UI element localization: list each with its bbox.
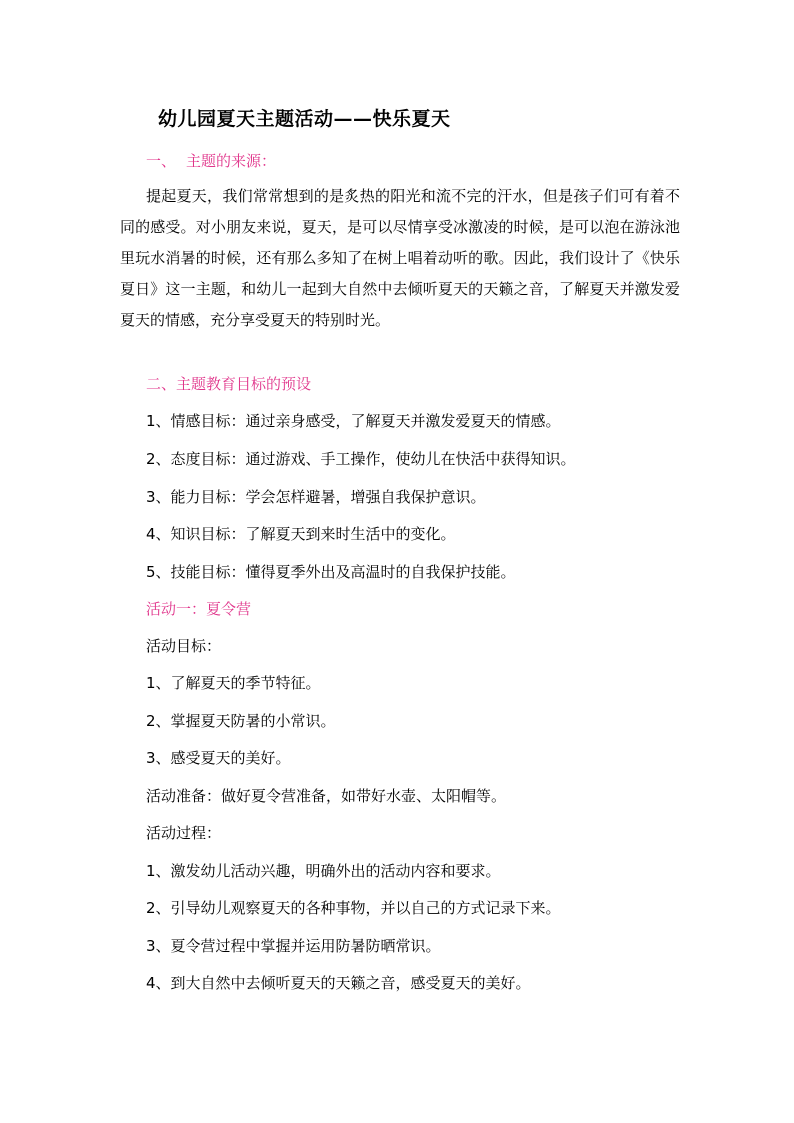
activity1-goal-3: 3、感受夏天的美好。	[146, 749, 291, 767]
activity1-goals-label: 活动目标：	[146, 637, 222, 655]
activity1-process-label: 活动过程：	[146, 824, 222, 842]
goal-item-5: 5、技能目标：懂得夏季外出及高温时的自我保护技能。	[146, 563, 516, 581]
goal-item-4: 4、知识目标：了解夏天到来时生活中的变化。	[146, 525, 456, 543]
activity1-heading: 活动一：夏令营	[146, 600, 252, 618]
goal-item-1: 1、情感目标：通过亲身感受，了解夏天并激发爱夏天的情感。	[146, 412, 561, 430]
document-title: 幼儿园夏天主题活动——快乐夏天	[158, 108, 451, 130]
goal-item-3: 3、能力目标：学会怎样避暑，增强自我保护意识。	[146, 488, 486, 506]
goal-item-2: 2、态度目标：通过游戏、手工操作，使幼儿在快活中获得知识。	[146, 450, 576, 468]
section1-number: 一、	[146, 152, 177, 170]
section1-paragraph: 提起夏天，我们常常想到的是炙热的阳光和流不完的汗水，但是孩子们可有着不同的感受。对小朋友来说，夏天，是可以尽情享受冰激凌的时候，是可以泡在游泳池里玩水消暑的时候，还有那么多知了在树上唱着动听的歌。因此，我们设计了《快乐夏日》这一主题，和幼儿一起到大自然中去倾听夏天的天籁之音，了解夏天并激发爱夏天的情感，充分享受夏天的特别时光。	[120, 187, 680, 329]
activity1-goal-1: 1、了解夏天的季节特征。	[146, 674, 321, 692]
activity1-preparation: 活动准备：做好夏令营准备，如带好水壶、太阳帽等。	[146, 787, 507, 805]
section1-heading-text: 主题的来源：	[186, 152, 277, 170]
activity1-goal-2: 2、掌握夏天防暑的小常识。	[146, 712, 336, 730]
activity1-process-2: 2、引导幼儿观察夏天的各种事物，并以自己的方式记录下来。	[146, 899, 561, 917]
activity1-process-4: 4、到大自然中去倾听夏天的天籁之音，感受夏天的美好。	[146, 974, 531, 992]
activity1-process-3: 3、夏令营过程中掌握并运用防暑防晒常识。	[146, 937, 441, 955]
section2-heading: 二、主题教育目标的预设	[146, 375, 312, 393]
section1-heading	[146, 150, 276, 171]
activity1-process-1: 1、激发幼儿活动兴趣，明确外出的活动内容和要求。	[146, 862, 501, 880]
